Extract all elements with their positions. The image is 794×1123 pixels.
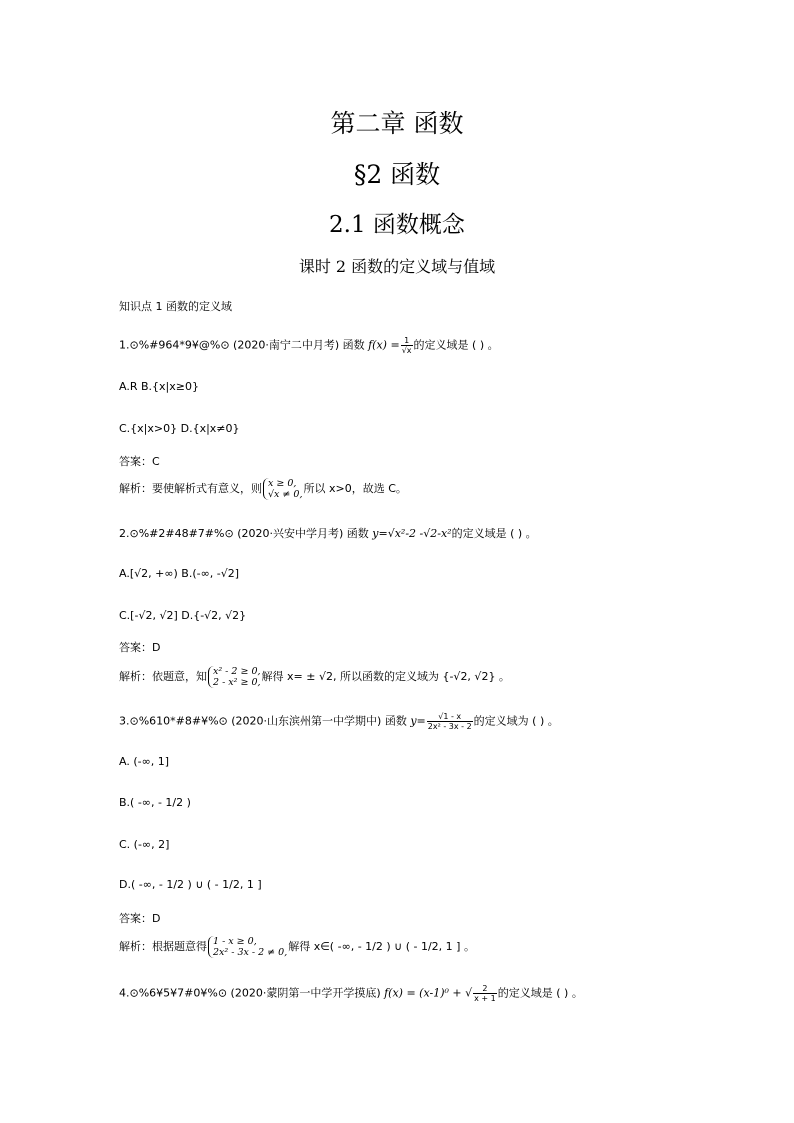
q2-options-cd: C.[-√2, √2] D.{-√2, √2} — [119, 609, 247, 622]
q4-fraction — [473, 984, 497, 1003]
lesson-title: 课时 2 函数的定义域与值域 — [298, 257, 496, 276]
question-1-stem — [119, 336, 499, 355]
q3-function: y= — [410, 714, 426, 728]
q4-function: f(x) = (x-1)⁰ + √ — [384, 986, 473, 1000]
q2-sys-line-1: x² - 2 ≥ 0, — [213, 666, 261, 677]
q3-option-d: D.( -∞, - 1/2 ) ∪ ( - 1/2, 1 ] — [119, 878, 262, 891]
q2-stem-suffix: 的定义域是 ( ) 。 — [451, 527, 537, 540]
q1-stem-prefix: 1.⊙%#964*9¥@%⊙ (2020·南宁二中月考) 函数 — [119, 338, 365, 352]
q2-function: y=√x²-2 -√2-x² — [372, 527, 452, 540]
q2-stem-prefix: 2.⊙%#2#48#7#%⊙ (2020·兴安中学月考) 函数 — [119, 527, 369, 540]
q3-analysis-prefix: 解析：根据题意得 — [119, 940, 207, 953]
q3-option-c: C. (-∞, 2] — [119, 838, 170, 851]
chapter-title: 第二章 函数 — [330, 109, 464, 138]
question-3-stem — [119, 712, 559, 731]
q2-sys-line-2: 2 - x² ≥ 0, — [213, 677, 261, 688]
q4-frac-num: 2 — [473, 984, 497, 994]
q3-stem-prefix: 3.⊙%610*#8#¥%⊙ (2020·山东滨州第一中学期中) 函数 — [119, 714, 407, 728]
q3-option-a: A. (-∞, 1] — [119, 755, 170, 768]
q1-analysis-prefix: 解析：要使解析式有意义，则 — [119, 482, 262, 495]
q4-frac-den: x + 1 — [474, 994, 496, 1003]
q1-options-ab: A.R B.{x|x≥0} — [119, 380, 199, 393]
q2-options-ab: A.[√2, +∞) B.(-∞, -√2] — [119, 567, 240, 580]
q1-equation-system — [263, 478, 302, 500]
question-2-stem — [119, 527, 537, 541]
q1-sys-line-2: √x ≠ 0, — [268, 489, 303, 500]
q4-stem-prefix: 4.⊙%6¥5¥7#0¥%⊙ (2020·蒙阴第一中学开学摸底) — [119, 986, 381, 1000]
q2-equation-system — [208, 666, 261, 688]
q1-frac-den: √x — [401, 346, 412, 355]
q1-analysis-suffix: 所以 x>0，故选 C。 — [303, 482, 407, 495]
question-4-stem — [119, 984, 583, 1003]
q1-analysis — [119, 478, 407, 500]
q3-fraction — [427, 712, 473, 731]
q1-fraction — [401, 336, 413, 355]
q3-analysis — [119, 936, 475, 958]
q3-frac-num: √1 - x — [427, 712, 473, 722]
knowledge-point-heading: 知识点 1 函数的定义域 — [119, 300, 232, 313]
q3-frac-den: 2x² - 3x - 2 — [427, 722, 472, 731]
q3-option-b: B.( -∞, - 1/2 ) — [119, 796, 191, 809]
q1-stem-suffix: 的定义域是 ( ) 。 — [413, 338, 499, 352]
q2-answer: 答案：D — [119, 641, 161, 654]
q3-analysis-suffix: 解得 x∈( -∞, - 1/2 ) ∪ ( - 1/2, 1 ] 。 — [288, 940, 475, 953]
section-title: §2 函数 — [353, 160, 441, 189]
q3-answer: 答案：D — [119, 912, 161, 925]
q3-sys-line-2: 2x² - 3x - 2 ≠ 0, — [213, 947, 288, 958]
q2-analysis-prefix: 解析：依题意，知 — [119, 670, 207, 683]
q3-stem-suffix: 的定义域为 ( ) 。 — [473, 714, 559, 728]
q4-stem-suffix: 的定义域是 ( ) 。 — [497, 986, 583, 1000]
q3-sys-line-1: 1 - x ≥ 0, — [213, 936, 257, 947]
q1-sys-line-1: x ≥ 0, — [268, 478, 297, 489]
q1-options-cd: C.{x|x>0} D.{x|x≠0} — [119, 422, 240, 435]
q1-function: f(x) = — [368, 338, 400, 352]
q1-frac-num: 1 — [401, 336, 413, 346]
q2-analysis-suffix: 解得 x= ± √2, 所以函数的定义域为 {-√2, √2} 。 — [261, 670, 510, 683]
subsection-title: 2.1 函数概念 — [329, 212, 465, 238]
q2-analysis — [119, 666, 510, 688]
q3-equation-system — [208, 936, 287, 958]
q1-answer: 答案：C — [119, 455, 160, 468]
